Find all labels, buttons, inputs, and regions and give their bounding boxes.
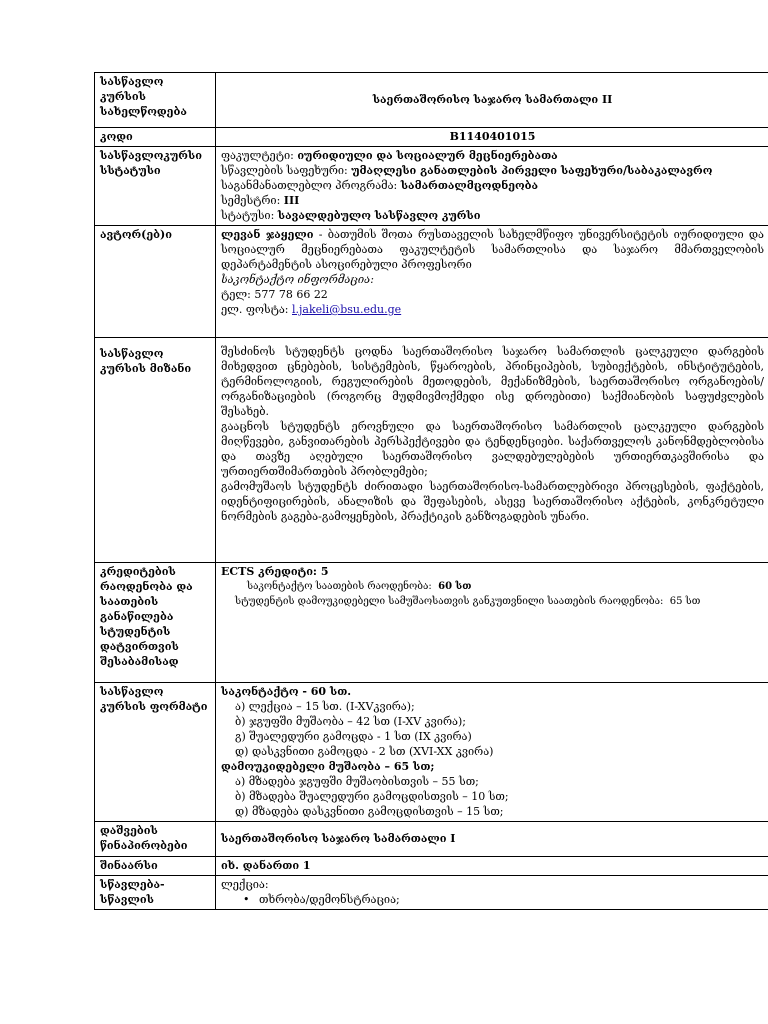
independent-format-item: ა) მზადება ჯგუფში მუშაობისთვის – 55 სთ; — [235, 775, 479, 788]
credits-value — [216, 563, 768, 683]
authors-value — [216, 226, 768, 338]
faculty-key: ფაკულტეტი: — [221, 149, 294, 162]
independent-format-item: ბ) მზადება შუალედური გამოცდისთვის – 10 სთ; — [235, 790, 509, 803]
independent-hours-key: სტუდენტის დამოუკიდებელი სამუშაოსათვის განკუთვნილი საათების რაოდენობა: — [235, 596, 664, 607]
course-status-key: სტატუსი: — [221, 209, 275, 222]
semester-line — [221, 193, 764, 208]
faculty-value: იურიდიული და სოციალურ მეცნიერებათა — [297, 149, 558, 162]
row-status — [95, 147, 768, 226]
author-affiliation: - ბათუმის შოთა რუსთაველის სახელმწიფო უნივერსიტეტის იურიდიული და სოციალურ მეცნიერებათა ფაკულტეტის სამართლისა და საჯარო მმართველობის დეპარტამენტის ასოცირებული პროფესორი — [221, 228, 764, 271]
author-email-link[interactable]: l.jakeli@bsu.edu.ge — [292, 303, 402, 316]
row-goal — [95, 338, 768, 563]
status-value — [216, 147, 768, 226]
ects-line — [221, 564, 764, 579]
methods-value — [216, 876, 768, 910]
level-key: სწავლების საფეხური: — [221, 164, 348, 177]
program-line — [221, 178, 764, 193]
level-line — [221, 163, 764, 178]
methods-list — [221, 892, 764, 907]
goal-paragraph-1: შესძინოს სტუდენტს ცოდნა საერთაშორისო საჯარო სამართლის ცალკეული დარგების მიხედვით ცნებების, სისტემების, წყაროების, პრინციპების, სუბიექტების, ინსტიტუტების, ტერმინოლოგიის, რეგულირების მეთოდების, მექანიზმების, საერთაშორისო ორგანოების/ორგანიზაციების (როგორც მუდმივმოქმედი ისე დროებითი) საქმიანობის საფუძვლების შესახებ. — [221, 345, 764, 418]
goal-paragraph-2: გააცნოს სტუდენტს ეროვნული და საერთაშორისო სამართლის ცალკეული დარგების მიღწევები, განვითარების პერსპექტივები და ტენდენციები. საქართველოს კანონმდებლობისა და თავზე აღებული საერთაშორისო ვალდებულებების ურთიერთკავშირისა და ურთიერთშიმართების პრობლემები; — [221, 420, 764, 478]
independent-format-heading: დამოუკიდებელი მუშაობა – 65 სთ; — [221, 760, 435, 773]
level-value: უმაღლესი განათლების პირველი საფეხური/საბაკალავრო — [351, 164, 713, 177]
semester-value: III — [283, 194, 300, 207]
row-methods — [95, 876, 768, 910]
credits-label: კრედიტების რაოდენობა და საათების განაწილება სტუდენტის დატვირთვის შესაბამისად — [95, 563, 216, 683]
row-prerequisites — [95, 822, 768, 857]
faculty-line — [221, 148, 764, 163]
content-value: იხ. დანართი 1 — [216, 857, 768, 876]
prerequisites-label: დაშვების წინაპირობები — [95, 822, 216, 857]
goal-label: სასწავლო კურსის მიზანი — [95, 338, 216, 563]
program-key: საგანმანათლებლო პროგრამა: — [221, 179, 398, 192]
row-course-title — [95, 73, 768, 128]
methods-lecture-heading: ლექცია: — [221, 878, 269, 891]
format-value — [216, 683, 768, 822]
course-title-label: სასწავლო კურსის სახელწოდება — [95, 73, 216, 128]
contact-format-item: გ) შუალედური გამოცდა - 1 სთ (IX კვირა) — [235, 730, 472, 743]
author-phone: ტელ: 577 78 66 22 — [221, 288, 328, 301]
contact-hours-value: 60 სთ — [438, 581, 472, 592]
course-status-value: სავალდებულო სასწავლო კურსი — [277, 209, 481, 222]
methods-item-text: თხრობა/დემონსტრაცია; — [259, 893, 400, 906]
bullet-icon: • — [243, 893, 250, 906]
prerequisites-value: საერთაშორისო საჯარო სამართალი I — [216, 822, 768, 857]
status-label: სასწავლოკურსი სსტატუსი — [95, 147, 216, 226]
goal-value — [216, 338, 768, 563]
code-value: B1140401015 — [216, 128, 768, 147]
row-authors — [95, 226, 768, 338]
author-email-line — [221, 302, 764, 317]
contact-format-item: დ) დასკვნითი გამოცდა - 2 სთ (XVI-XX კვირა) — [235, 745, 494, 758]
format-label: სასწავლო კურსის ფორმატი — [95, 683, 216, 822]
syllabus-table — [94, 72, 768, 910]
ects-value: 5 — [320, 565, 329, 578]
contact-hours-line — [221, 579, 764, 594]
list-item — [243, 892, 764, 907]
methods-label: სწავლება-სწავლის — [95, 876, 216, 910]
author-description — [221, 227, 764, 272]
course-title-value: საერთაშორისო საჯარო სამართალი II — [216, 73, 768, 128]
independent-hours-value: 65 სთ — [669, 596, 701, 607]
contact-heading: საკონტაქტო ინფორმაცია: — [221, 273, 374, 286]
contact-format-item: ა) ლექცია – 15 სთ. (I-XVკვირა); — [235, 700, 415, 713]
contact-format-heading: საკონტაქტო - 60 სთ. — [221, 685, 352, 698]
independent-hours-line — [221, 594, 764, 609]
contact-hours-key: საკონტაქტო საათების რაოდენობა: — [247, 581, 432, 592]
row-content — [95, 857, 768, 876]
ects-key: ECTS კრედიტი: — [221, 565, 317, 578]
email-key: ელ. ფოსტა: — [221, 303, 292, 316]
contact-format-item: ბ) ჯგუფში მუშაობა – 42 სთ (I-XV კვირა); — [235, 715, 466, 728]
row-format — [95, 683, 768, 822]
course-status-line — [221, 208, 764, 223]
row-credits — [95, 563, 768, 683]
program-value: სამართალმცოდნეობა — [400, 179, 539, 192]
goal-paragraph-3: გამომუშაოს სტუდენტს ძირითადი საერთაშორისო-სამართლებრივი პროცესების, ფაქტების, იდენტიფიცირების, ანალიზის და შეფასების, ასევე საერთაშორისო აქტების, კონკრეტული ნორმების გაგება-გამოყენების, პრაქტიკის განზოგადების უნარი. — [221, 480, 764, 523]
author-name: ლევან ჯაყელი — [221, 228, 314, 241]
independent-format-item: დ) მზადება დასკვნითი გამოცდისთვის – 15 სთ; — [235, 805, 504, 818]
authors-label: ავტორ(ებ)ი — [95, 226, 216, 338]
semester-key: სემესტრი: — [221, 194, 281, 207]
row-code — [95, 128, 768, 147]
content-label: შინაარსი — [95, 857, 216, 876]
code-label: კოდი — [95, 128, 216, 147]
